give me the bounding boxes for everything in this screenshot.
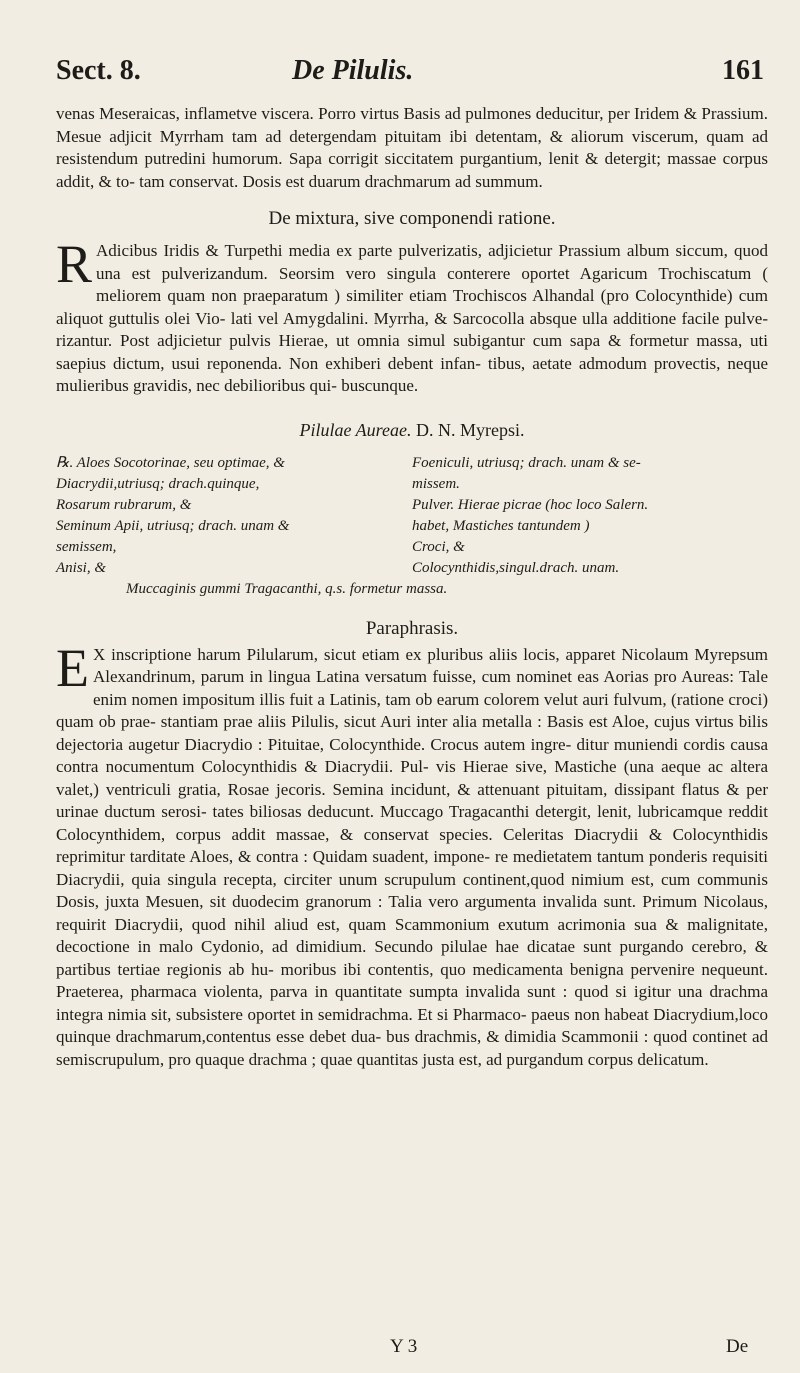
text-line: X inscriptione harum Pilularum, sicut etiam ex pluribus aliis locis, apparet <box>93 644 622 664</box>
text-line: unum scrupulum continent,quod nimium est, cum communis Dosis, juxta Mesuen, <box>56 869 768 911</box>
text-line: Semina incidunt, & attenuant pituitam, dissipant flatus & per urinae ductum serosi- <box>56 779 768 821</box>
catchword: De <box>726 1336 749 1357</box>
recipe-final-line: Muccaginis gummi Tragacanthi, q.s. formetur massa. <box>126 580 448 597</box>
text-line: rizantur. Post adjicietur pulvis Hierae, ut omnia simul subigantur cum sapa & <box>56 331 630 350</box>
text-line: per Iridem & Prassium. Mesue adjicit Myrrham tam ad detergendam pituitam <box>56 104 768 146</box>
text-line: lati vel Amygdalini. Myrrha, & Sarcocolla absque ulla additione facile pulve- <box>230 308 768 328</box>
running-title: De Pilulis. <box>292 55 414 86</box>
recipe-column-left <box>56 453 412 579</box>
text-line: moribus ibi contentis, quo medicamenta benigna pervenire nequeunt. Praeterea, <box>56 959 768 1001</box>
ingredient-line: Rosarum rubrarum, & <box>56 496 192 513</box>
text-line: cum nominet eas Aorias pro Aureas: Tale enim nomen impositum illis fuit a <box>93 667 768 709</box>
intro-paragraph <box>56 103 768 193</box>
text-line: Latinis, tam ob earum colorem velut auri fulvum, (ratione croci) quam ob prae- <box>56 689 769 731</box>
ingredient-line: Colocynthidis,singul.drach. unam. <box>412 559 620 576</box>
ingredient-line: missem. <box>412 475 460 492</box>
text-line: formetur massa, uti saepius dictum, usui reponenda. Non exhiberi debent infan- <box>56 331 769 373</box>
text-line: album siccum, quod una est pulverizandum. Seorsim vero singula conterere <box>96 241 768 283</box>
ingredient-line: Seminum Apii, utriusq; drach. unam & <box>56 517 290 534</box>
recipe-ingredients <box>56 453 768 579</box>
recipe-author: D. N. Myrepsi. <box>415 419 525 440</box>
text-line: exutum acrimonia sua & malignitate, decoctione in malo Cydonio, ad dimidium. <box>56 914 768 956</box>
paraphrasis-paragraph <box>56 637 769 1072</box>
text-line: drachma integra nimia sit, subsistere oportet in semidrachma. Et si Pharmaco- <box>56 982 768 1024</box>
text-line: re medietatem tantum ponderis requisiti Diacrydii, quia singula recepta, circiter <box>56 847 768 889</box>
page-number: 161 <box>722 55 764 86</box>
ingredient-line: ℞. Aloes Socotorinae, seu optimae, & <box>56 454 285 471</box>
text-line: vis Hierae sive, Mastiche (una aeque ac altera valet,) ventriculi gratia, Rosae jecoris. <box>56 757 769 799</box>
text-line: paeus non habeat Diacrydium,loco quinque drachmarum,contentus esse debet dua- <box>56 1004 768 1046</box>
text-line: buscunque. <box>341 376 419 395</box>
text-line: tam conservat. Dosis est duarum drachmarum ad summum. <box>139 171 543 191</box>
section-heading-mixtura: De mixtura, sive componendi ratione. <box>268 208 556 229</box>
text-line: tates biliosas deducunt. Muccago Tragacanthi detergit, lenit, lubricamque reddit <box>212 802 768 821</box>
mixtura-paragraph <box>56 234 769 398</box>
ingredient-line: Pulver. Hierae picrae (hoc loco Salern. <box>412 496 649 513</box>
text-line: etiam Trochiscos Alhandal (pro Colocynthide) cum aliquot guttulis olei Vio- <box>56 286 768 328</box>
text-line: Secundo pilulae hae dicatae sunt purgando cerebro, & partibus tertiae regionis ab hu- <box>56 937 768 979</box>
text-line: stantiam prae aliis Pilulis, sicut Auri inter alia metalla : Basis est Aloe, cujus virtus <box>160 712 739 731</box>
ingredient-line: Foeniculi, utriusq; drach. unam & se- <box>412 454 641 471</box>
section-heading-paraphrasis: Paraphrasis. <box>365 617 459 639</box>
text-line: tibus, aetate admodum provectis, neque mulieribus gravidis, nec debilioribus qui- <box>56 353 769 395</box>
recipe-name: Pilulae Aureae. <box>299 419 412 440</box>
text-line: bus drachmis, & dimidia Scammonii : quod continet ad semiscrupulum, pro <box>56 1027 768 1069</box>
text-line: ditur muniendi cordis causa contra nocumentum Colocynthidis & Diacrydii. Pul- <box>56 734 768 776</box>
text-line: Nicolaum Myrepsum Alexandrinum, parum in lingua Latina versatum fuisse, <box>93 644 768 686</box>
text-line: bilis dejectoria augetur Diacrydio : Pituitae, Colocynthide. Crocus autem ingre- <box>56 712 768 754</box>
text-line: Colocynthidem, corpus addit massae, & conservat species. Celeritas Diacrydii & <box>56 824 673 844</box>
text-line: pharmaca violenta, parva in quantitate sumpta invalida sunt : quod si igitur una <box>130 982 710 1001</box>
drop-cap: E <box>56 637 89 698</box>
ingredient-line: habet, Mastiches tantundem ) <box>412 517 590 534</box>
ingredient-line: Diacrydii,utriusq; drach.quinque, <box>56 475 260 492</box>
text-line: Colocynthidis reprimitur tarditate Aloes, & contra : Quidam suadent, impone- <box>56 824 768 866</box>
text-line: oportet Agaricum Trochiscatum ( meliorem quam non praeparatum ) similiter <box>96 263 768 305</box>
page-body <box>56 103 768 1071</box>
text-line: Sapa corrigit siccitatem purgantium, lenit & detergit; massae corpus addit, & to- <box>56 149 768 191</box>
signature-mark: Y 3 <box>390 1336 418 1357</box>
text-line: quaque drachma ; quae quantitas justa est, ad purgandum corpus delicatum. <box>195 1049 709 1069</box>
drop-cap: R <box>56 234 93 294</box>
recipe-column-right <box>412 453 768 579</box>
ingredient-line: semissem, <box>56 538 117 555</box>
ingredient-line: Croci, & <box>412 538 465 555</box>
section-number: Sect. 8. <box>56 55 141 86</box>
ingredient-line: Anisi, & <box>56 559 107 576</box>
text-line: ibi detentam, & aliorum viscerum, quam ad resistendum putredini humorum. <box>56 126 768 168</box>
text-line: venas Meseraicas, inflametve viscera. Porro virtus Basis ad pulmones deducitur, <box>56 104 608 123</box>
text-line: sit duodecim granorum : Talia vero argumenta invalida sunt. <box>209 892 643 911</box>
running-header <box>56 55 764 97</box>
recipe-title <box>56 420 768 441</box>
text-line: Adicibus Iridis & Turpethi media ex parte pulverizatis, adjicietur Prassium <box>96 241 627 260</box>
text-line: Primum Nicolaus, requirit Diacrydii, quod nihil aliud est, quam Scammonium <box>56 892 769 934</box>
